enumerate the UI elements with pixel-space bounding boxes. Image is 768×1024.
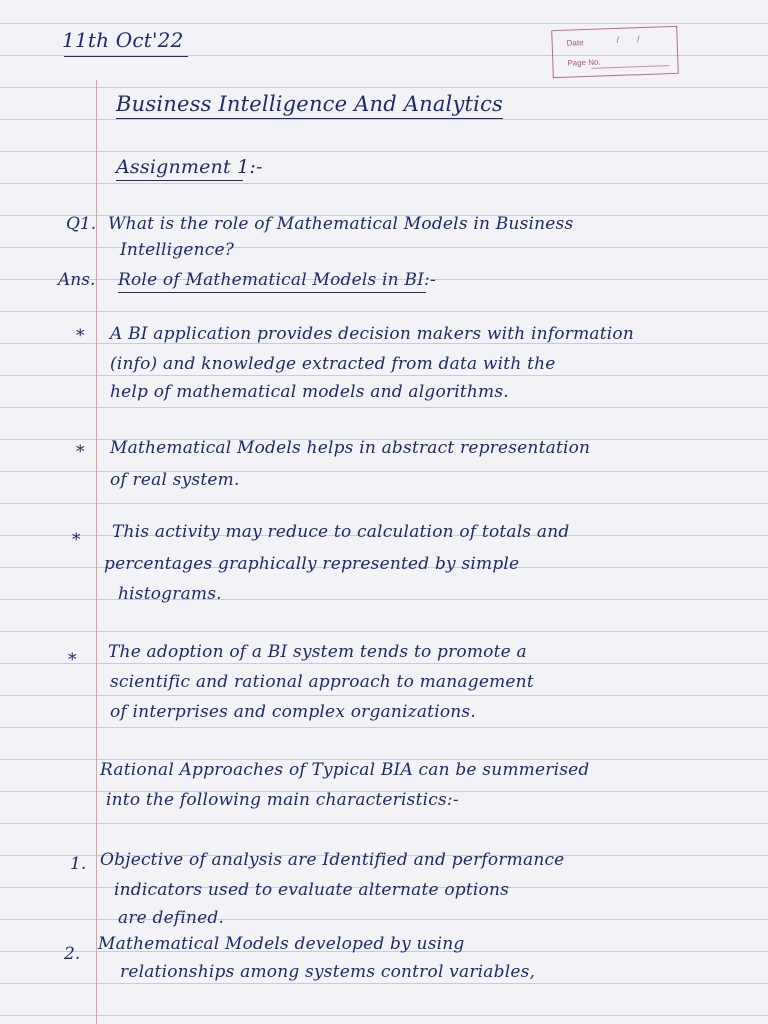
numbered-line: are defined. [118, 908, 225, 928]
date-page-stamp [551, 26, 679, 78]
stamp-page-label: Page No. [567, 57, 601, 68]
bullet-line: The adoption of a BI system tends to promote a [108, 642, 527, 662]
summary-line: Rational Approaches of Typical BIA can be summerised [100, 760, 590, 780]
handwritten-date: 11th Oct'22 [62, 28, 184, 52]
answer-marker: Ans. [58, 270, 96, 290]
stamp-date-slashes: // [616, 33, 658, 45]
bullet-line: of interprises and complex organizations. [110, 702, 476, 722]
bullet-line: (info) and knowledge extracted from data with the [110, 354, 556, 374]
stamp-rule [592, 65, 670, 69]
page-title: Business Intelligence And Analytics [116, 92, 504, 116]
question-line: Intelligence? [120, 240, 235, 260]
bullet-line: of real system. [110, 470, 240, 490]
bullet-line: scientific and rational approach to management [110, 672, 534, 692]
bullet-marker: * [76, 326, 85, 346]
bullet-marker: * [76, 442, 85, 462]
number-marker: 2. [64, 944, 81, 964]
bullet-line: help of mathematical models and algorithms. [110, 382, 509, 402]
bullet-line: percentages graphically represented by simple [104, 554, 520, 574]
stamp-date-label: Date [566, 38, 584, 48]
numbered-line: Objective of analysis are Identified and performance [100, 850, 565, 870]
numbered-line: indicators used to evaluate alternate options [114, 880, 510, 900]
summary-line: into the following main characteristics:- [106, 790, 459, 810]
numbered-line: Mathematical Models developed by using [98, 934, 465, 954]
bullet-marker: * [72, 530, 81, 550]
bullet-line: Mathematical Models helps in abstract representation [110, 438, 591, 458]
assignment-heading: Assignment 1:- [116, 156, 263, 178]
number-marker: 1. [70, 854, 87, 874]
bullet-marker: * [68, 650, 77, 670]
answer-heading: Role of Mathematical Models in BI:- [118, 270, 436, 290]
question-marker: Q1. [66, 214, 97, 234]
question-line: What is the role of Mathematical Models in Business [108, 214, 574, 234]
bullet-line: histograms. [118, 584, 222, 604]
bullet-line: This activity may reduce to calculation of totals and [112, 522, 570, 542]
numbered-line: relationships among systems control variables, [120, 962, 536, 982]
bullet-line: A BI application provides decision makers with information [110, 324, 634, 344]
